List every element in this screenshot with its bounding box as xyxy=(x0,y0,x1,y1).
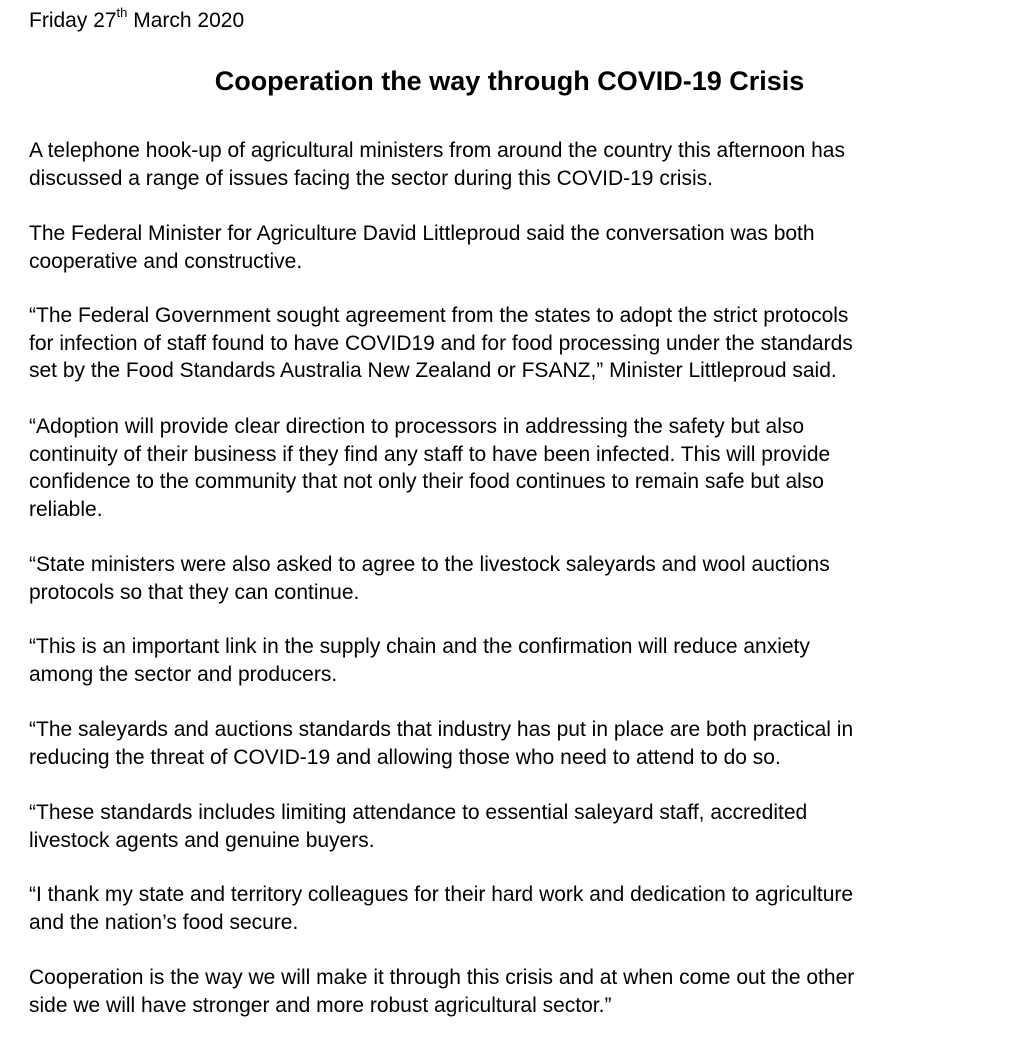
date-month-year: March 2020 xyxy=(127,9,245,32)
paragraph-line: for infection of staff found to have COVID19 and for food processing under the standards xyxy=(29,331,853,355)
paragraph-8 xyxy=(29,799,1004,854)
paragraph-5 xyxy=(29,551,1004,606)
paragraph-line: “State ministers were also asked to agree to the livestock saleyards and wool auctions xyxy=(29,553,830,576)
paragraph-line: set by the Food Standards Australia New Zealand or FSANZ,” Minister Littleproud said. xyxy=(29,359,837,382)
paragraph-line: “The Federal Government sought agreement from the states to adopt the strict protocols xyxy=(29,304,849,327)
paragraph-7 xyxy=(29,716,1004,771)
paragraph-line: reliable. xyxy=(29,497,103,521)
paragraph-2 xyxy=(29,220,1004,275)
paragraph-1 xyxy=(29,137,1004,192)
paragraph-10 xyxy=(29,964,1004,1019)
paragraph-line: continuity of their business if they find any staff to have been infected. This will provide xyxy=(29,442,831,466)
paragraph-line: “The saleyards and auctions standards that industry has put in place are both practical in xyxy=(29,718,854,741)
paragraph-line: A telephone hook-up of agricultural ministers from around the country this afternoon has xyxy=(29,139,845,162)
paragraph-6 xyxy=(29,633,1004,688)
paragraph-line: “These standards includes limiting attendance to essential saleyard staff, accredited xyxy=(29,801,808,824)
paragraph-9 xyxy=(29,881,1004,936)
paragraph-line: livestock agents and genuine buyers. xyxy=(29,828,375,852)
date-ordinal-suffix: th xyxy=(116,5,128,20)
paragraph-line: side we will have stronger and more robust agricultural sector.” xyxy=(29,993,612,1017)
paragraph-line: reducing the threat of COVID-19 and allowing those who need to attend to do so. xyxy=(29,745,781,769)
paragraph-line: confidence to the community that not only their food continues to remain safe but also xyxy=(29,470,824,493)
paragraph-line: and the nation’s food secure. xyxy=(29,910,299,934)
paragraph-line: protocols so that they can continue. xyxy=(29,580,360,604)
page-title: Cooperation the way through COVID-19 Crisis xyxy=(214,66,805,96)
paragraph-line: “This is an important link in the supply chain and the confirmation will reduce anxiety xyxy=(29,635,810,658)
paragraph-3 xyxy=(29,302,1004,385)
paragraph-line: cooperative and constructive. xyxy=(29,249,303,273)
paragraph-line: The Federal Minister for Agriculture David Littleproud said the conversation was both xyxy=(29,222,815,245)
paragraph-line: among the sector and producers. xyxy=(29,662,338,686)
paragraph-line: “Adoption will provide clear direction to processors in addressing the safety but also xyxy=(29,415,805,438)
paragraph-line: “I thank my state and territory colleagues for their hard work and dedication to agriculture xyxy=(29,883,854,906)
paragraph-line: discussed a range of issues facing the sector during this COVID-19 crisis. xyxy=(29,166,713,190)
paragraph-4 xyxy=(29,413,1004,523)
release-date xyxy=(29,7,244,35)
date-day: Friday 27 xyxy=(29,9,117,32)
paragraph-line: Cooperation is the way we will make it through this crisis and at when come out the other xyxy=(29,966,855,989)
